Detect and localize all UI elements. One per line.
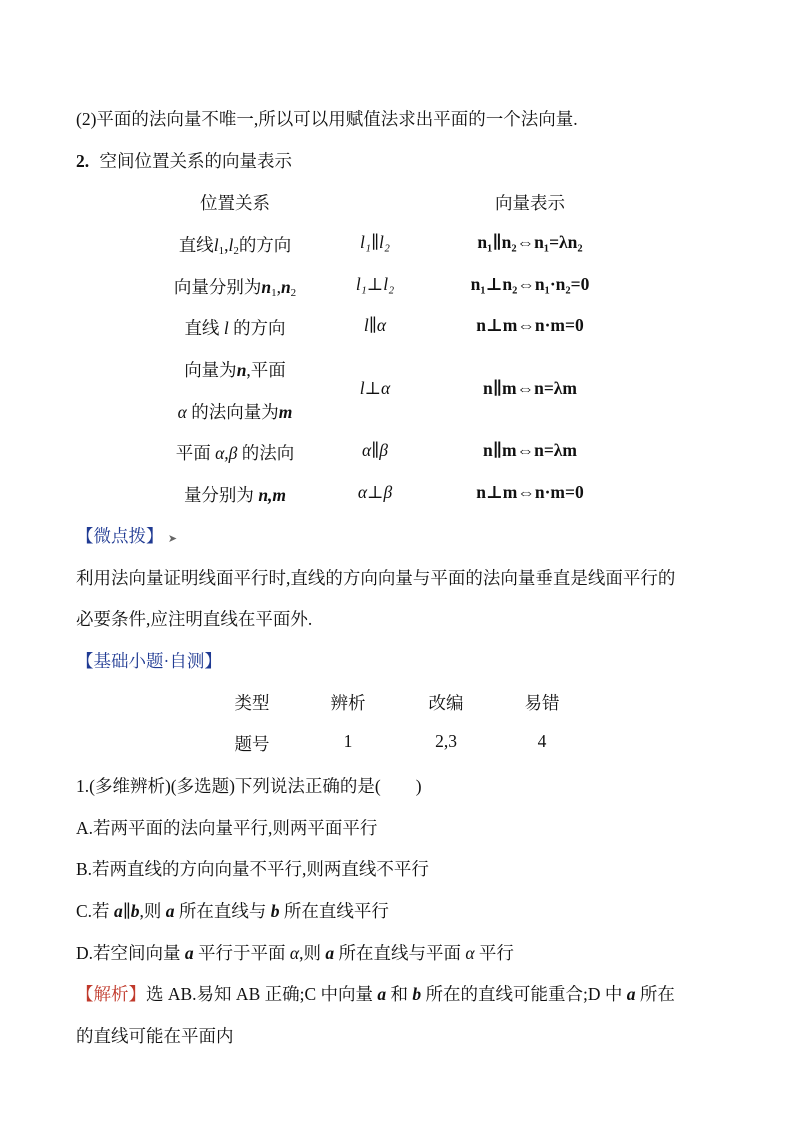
vector-line-perp-plane: n∥m⇔n=λm [483, 378, 577, 398]
option-d-text: ,则 [299, 943, 326, 963]
selftest-cell-label: 题号 [234, 734, 270, 754]
header-relation: 位置关系 [200, 193, 270, 213]
label-text: 向量分别为 [173, 277, 262, 297]
label-lines-2: 向量分别为$n_1,n_2$ [173, 277, 297, 299]
analysis-line-1: 【解析】选 AB.易知 AB 正确;C 中向量 a 和 b 所在的直线可能重合;D 中 a 所在 [76, 984, 675, 1004]
label-planes-1: 平面 α,β 的法向 [175, 443, 295, 463]
option-c-text: C.若 [76, 901, 114, 921]
label-planes-2: 量分别为 n,m [183, 485, 287, 505]
label-line-plane-3: α 的法向量为m [177, 402, 293, 422]
option-d-text: 所在直线与平面 [334, 943, 466, 963]
relation-plane-perp: α⊥β [357, 482, 393, 502]
relation-perp-lines: l₁⊥l₂ [355, 274, 395, 294]
label-text: 向量为 [184, 360, 237, 380]
label-text: 的法向 [241, 443, 295, 463]
label-text: 直线 [178, 235, 214, 255]
label-text: ,平面 [246, 360, 286, 380]
vector-line-parallel-plane: n⊥m⇔n·m=0 [476, 315, 584, 335]
analysis-text: 所在 [635, 984, 675, 1004]
label-text: 的方向 [233, 318, 286, 338]
question-1-stem: 1.(多维辨析)(多选题)下列说法正确的是( ) [76, 776, 422, 796]
section-title: 空间位置关系的向量表示 [99, 151, 292, 171]
selftest-header-error: 易错 [524, 693, 560, 713]
label-line-plane-2: 向量为n,平面 [184, 360, 286, 380]
option-d-text: D.若空间向量 [76, 943, 185, 963]
relation-line-perp-plane: l⊥α [359, 378, 391, 398]
section-2-heading [76, 148, 292, 173]
note-2: (2)平面的法向量不唯一,所以可以用赋值法求出平面的一个法向量. [76, 109, 578, 129]
relation-line-parallel-plane: l∥α [363, 315, 387, 335]
tip-heading [76, 523, 177, 548]
option-b: B.若两直线的方向向量不平行,则两直线不平行 [76, 859, 429, 879]
analysis-label: 【解析】 [76, 984, 146, 1004]
tip-line-1: 利用法向量证明线面平行时,直线的方向向量与平面的法向量垂直是线面平行的 [76, 568, 676, 588]
label-lines-1: 直线$l_1,l_2$的方向 [178, 235, 292, 257]
option-c: C.若 a∥b,则 a 所在直线与 b 所在直线平行 [76, 901, 389, 921]
selftest-cell-adapted: 2,3 [435, 731, 457, 751]
option-c-text: 所在直线与 [174, 901, 271, 921]
header-vector: 向量表示 [495, 193, 565, 213]
vector-plane-perp: n⊥m⇔n·m=0 [476, 482, 584, 502]
relation-plane-parallel: α∥β [362, 440, 388, 460]
label-text: 量分别为 [183, 485, 254, 505]
selftest-header-type: 类型 [234, 693, 270, 713]
label-text: 平面 [175, 443, 211, 463]
analysis-text: 和 [386, 984, 413, 1004]
vector-plane-parallel: n∥m⇔n=λm [483, 440, 577, 460]
option-d: D.若空间向量 a 平行于平面 α,则 a 所在直线与平面 α 平行 [76, 943, 514, 963]
selftest-header-adapted: 改编 [428, 693, 464, 713]
vector-perp-lines: n₁⊥n₂⇔n₁·n₂=0 [470, 274, 590, 294]
label-text: 的方向 [238, 235, 292, 255]
analysis-text: 选 AB.易知 AB 正确;C 中向量 [146, 984, 378, 1004]
option-d-text: 平行于平面 [193, 943, 290, 963]
arrow-icon: ➤ [167, 533, 178, 545]
analysis-text: 所在的直线可能重合;D 中 [421, 984, 627, 1004]
label-text: 直线 [184, 318, 220, 338]
selftest-cell-error: 4 [537, 731, 547, 751]
option-a: A.若两平面的法向量平行,则两平面平行 [76, 818, 378, 838]
option-c-text: ,则 [139, 901, 166, 921]
option-d-text: 平行 [474, 943, 514, 963]
analysis-line-2: 的直线可能在平面内 [76, 1026, 234, 1046]
vector-parallel-lines: n₁∥n₂⇔n₁=λn₂ [477, 232, 583, 252]
tip-label: 【微点拨】 [76, 526, 164, 546]
option-c-text: 所在直线平行 [279, 901, 389, 921]
label-text: 的法向量为 [191, 402, 279, 422]
selftest-header-analysis: 辨析 [330, 693, 366, 713]
section-number: 2. [76, 151, 90, 171]
selftest-cell-analysis: 1 [343, 731, 353, 751]
selftest-label: 【基础小题·自测】 [76, 651, 222, 671]
label-line-plane-1: 直线 l 的方向 [184, 318, 286, 338]
relation-parallel-lines: l₁∥l₂ [360, 232, 390, 252]
tip-line-2: 必要条件,应注明直线在平面外. [76, 609, 313, 629]
